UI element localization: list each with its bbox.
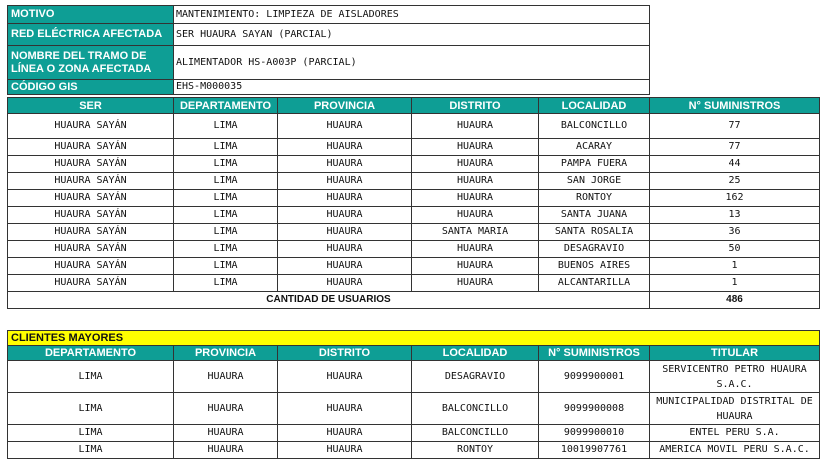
cell-ser: HUAURA SAYÁN (8, 224, 174, 241)
cell-departamento: LIMA (174, 173, 278, 190)
cell-provincia: HUAURA (278, 139, 412, 156)
cell-suministros: 36 (650, 224, 820, 241)
cell-localidad: SANTA ROSALIA (539, 224, 650, 241)
cell-localidad: ACARAY (539, 139, 650, 156)
cell-suministros: 25 (650, 173, 820, 190)
info-label: CÓDIGO GIS (8, 80, 174, 95)
cell-suministros: 1 (650, 258, 820, 275)
affected-header-row (8, 98, 820, 114)
cell-distrito: HUAURA (278, 442, 412, 459)
cell-distrito: HUAURA (412, 207, 539, 224)
column-header: DEPARTAMENTO (174, 98, 278, 114)
cell-departamento: LIMA (174, 156, 278, 173)
cell-distrito: HUAURA (278, 393, 412, 425)
cell-provincia: HUAURA (174, 425, 278, 442)
table-row (8, 241, 820, 258)
column-header: LOCALIDAD (412, 346, 539, 361)
cell-localidad: DESAGRAVIO (539, 241, 650, 258)
clients-header-row (8, 346, 820, 361)
cell-provincia: HUAURA (278, 173, 412, 190)
cell-ser: HUAURA SAYÁN (8, 114, 174, 139)
clients-title-row (8, 331, 820, 346)
info-value: SER HUAURA SAYAN (PARCIAL) (174, 24, 650, 46)
cell-titular: SERVICENTRO PETRO HUAURA S.A.C. (650, 361, 820, 393)
info-row-motivo (8, 6, 650, 24)
cell-distrito: HUAURA (412, 139, 539, 156)
cell-suministros: 77 (650, 114, 820, 139)
cell-departamento: LIMA (174, 114, 278, 139)
cell-provincia: HUAURA (278, 241, 412, 258)
cell-suministros: 13 (650, 207, 820, 224)
cell-departamento: LIMA (174, 224, 278, 241)
cell-departamento: LIMA (8, 425, 174, 442)
cell-departamento: LIMA (174, 190, 278, 207)
cell-provincia: HUAURA (278, 207, 412, 224)
info-label: RED ELÉCTRICA AFECTADA (8, 24, 174, 46)
cell-provincia: HUAURA (174, 442, 278, 459)
cell-suministros: 44 (650, 156, 820, 173)
cell-provincia: HUAURA (278, 190, 412, 207)
cell-suministros: 9099900008 (539, 393, 650, 425)
table-row (8, 114, 820, 139)
affected-table (7, 97, 820, 309)
cell-suministros: 162 (650, 190, 820, 207)
cell-titular: ENTEL PERU S.A. (650, 425, 820, 442)
table-row (8, 190, 820, 207)
cell-localidad: RONTOY (539, 190, 650, 207)
cell-ser: HUAURA SAYÁN (8, 275, 174, 292)
cell-departamento: LIMA (174, 258, 278, 275)
cell-distrito: HUAURA (412, 241, 539, 258)
cell-suministros: 9099900001 (539, 361, 650, 393)
cell-ser: HUAURA SAYÁN (8, 156, 174, 173)
cell-provincia: HUAURA (174, 361, 278, 393)
cell-titular: MUNICIPALIDAD DISTRITAL DE HUAURA (650, 393, 820, 425)
cell-distrito: HUAURA (412, 156, 539, 173)
total-value: 486 (650, 292, 820, 309)
info-row-tramo (8, 46, 650, 80)
table-row (8, 425, 820, 442)
column-header: N° SUMINISTROS (650, 98, 820, 114)
cell-departamento: LIMA (174, 139, 278, 156)
cell-suministros: 50 (650, 241, 820, 258)
cell-ser: HUAURA SAYÁN (8, 258, 174, 275)
info-value: EHS-M000035 (174, 80, 650, 95)
column-header: SER (8, 98, 174, 114)
cell-suministros: 9099900010 (539, 425, 650, 442)
column-header: DEPARTAMENTO (8, 346, 174, 361)
cell-localidad: DESAGRAVIO (412, 361, 539, 393)
cell-departamento: LIMA (174, 241, 278, 258)
cell-titular: AMERICA MOVIL PERU S.A.C. (650, 442, 820, 459)
cell-departamento: LIMA (8, 393, 174, 425)
table-row (8, 139, 820, 156)
cell-localidad: BALCONCILLO (412, 425, 539, 442)
cell-provincia: HUAURA (278, 258, 412, 275)
info-label: MOTIVO (8, 6, 174, 24)
major-clients-table (7, 330, 820, 459)
cell-distrito: HUAURA (412, 190, 539, 207)
info-value: ALIMENTADOR HS-A003P (PARCIAL) (174, 46, 650, 80)
cell-localidad: SAN JORGE (539, 173, 650, 190)
cell-distrito: HUAURA (412, 258, 539, 275)
cell-localidad: RONTOY (412, 442, 539, 459)
column-header: PROVINCIA (174, 346, 278, 361)
cell-distrito: HUAURA (278, 425, 412, 442)
cell-suministros: 77 (650, 139, 820, 156)
cell-ser: HUAURA SAYÁN (8, 139, 174, 156)
cell-ser: HUAURA SAYÁN (8, 173, 174, 190)
cell-distrito: HUAURA (412, 173, 539, 190)
info-row-red (8, 24, 650, 46)
column-header: TITULAR (650, 346, 820, 361)
cell-departamento: LIMA (8, 361, 174, 393)
cell-departamento: LIMA (174, 207, 278, 224)
info-row-gis (8, 80, 650, 95)
column-header: PROVINCIA (278, 98, 412, 114)
cell-departamento: LIMA (8, 442, 174, 459)
column-header: LOCALIDAD (539, 98, 650, 114)
cell-distrito: HUAURA (278, 361, 412, 393)
cell-localidad: PAMPA FUERA (539, 156, 650, 173)
cell-provincia: HUAURA (174, 393, 278, 425)
cell-ser: HUAURA SAYÁN (8, 190, 174, 207)
table-row (8, 224, 820, 241)
column-header: DISTRITO (412, 98, 539, 114)
table-row (8, 442, 820, 459)
cell-ser: HUAURA SAYÁN (8, 241, 174, 258)
column-header: DISTRITO (278, 346, 412, 361)
clients-title: CLIENTES MAYORES (8, 331, 820, 346)
total-label: CANTIDAD DE USUARIOS (8, 292, 650, 309)
table-row (8, 393, 820, 425)
cell-ser: HUAURA SAYÁN (8, 207, 174, 224)
cell-distrito: HUAURA (412, 114, 539, 139)
table-row (8, 361, 820, 393)
cell-localidad: BALCONCILLO (539, 114, 650, 139)
cell-suministros: 10019907761 (539, 442, 650, 459)
cell-localidad: SANTA JUANA (539, 207, 650, 224)
cell-distrito: HUAURA (412, 275, 539, 292)
table-row (8, 156, 820, 173)
column-header: N° SUMINISTROS (539, 346, 650, 361)
cell-localidad: ALCANTARILLA (539, 275, 650, 292)
table-row (8, 258, 820, 275)
cell-provincia: HUAURA (278, 275, 412, 292)
cell-distrito: SANTA MARIA (412, 224, 539, 241)
info-table (7, 5, 650, 95)
cell-provincia: HUAURA (278, 114, 412, 139)
total-row (8, 292, 820, 309)
cell-provincia: HUAURA (278, 224, 412, 241)
table-row (8, 207, 820, 224)
info-label: NOMBRE DEL TRAMO DE LÍNEA O ZONA AFECTADA (8, 46, 174, 80)
info-value: MANTENIMIENTO: LIMPIEZA DE AISLADORES (174, 6, 650, 24)
cell-departamento: LIMA (174, 275, 278, 292)
table-row (8, 275, 820, 292)
cell-localidad: BUENOS AIRES (539, 258, 650, 275)
cell-provincia: HUAURA (278, 156, 412, 173)
cell-localidad: BALCONCILLO (412, 393, 539, 425)
cell-suministros: 1 (650, 275, 820, 292)
table-row (8, 173, 820, 190)
